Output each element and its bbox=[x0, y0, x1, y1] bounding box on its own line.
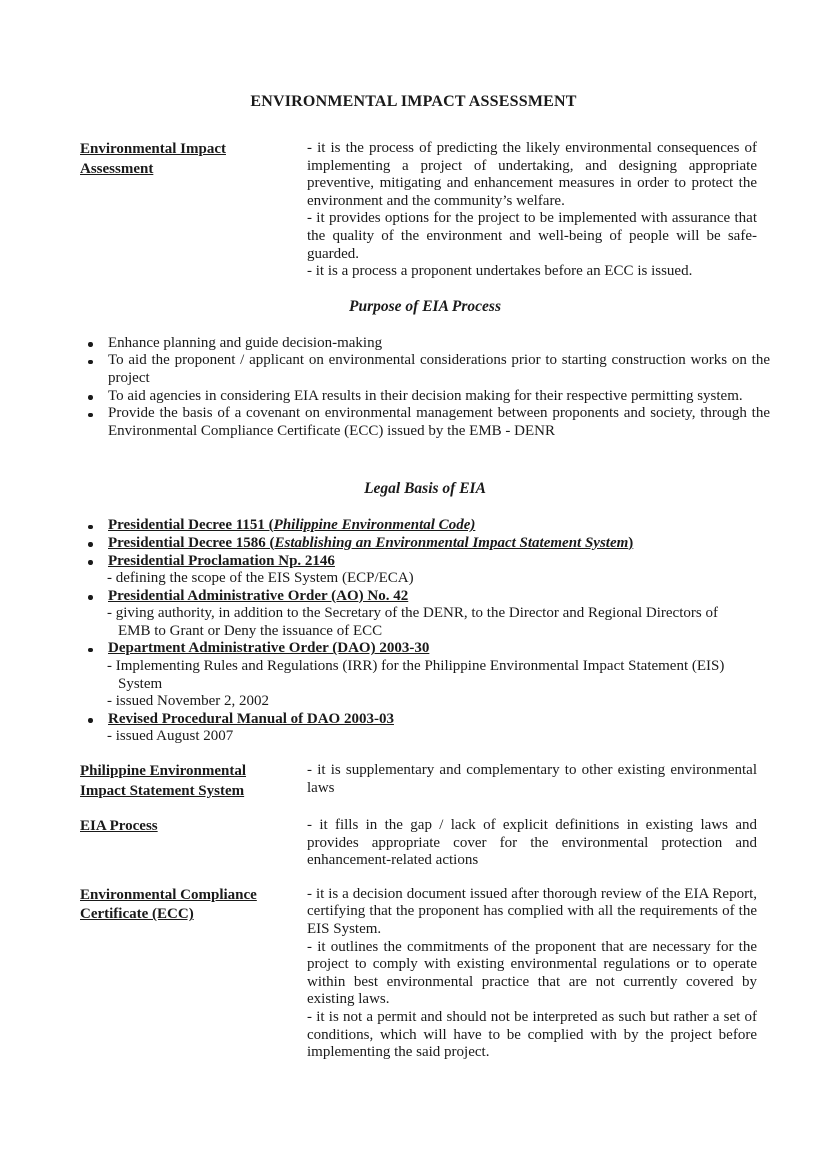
legal-title-plain: Revised Procedural Manual of DAO 2003-03 bbox=[108, 710, 394, 727]
definition-paragraph: - it provides options for the project to be implemented with assurance that the quality of the environment and well-being of people will be safe-guarded. bbox=[307, 210, 757, 262]
definition-term-text: Philippine Environmental Impact Statement System bbox=[80, 763, 247, 799]
legal-item-title-text bbox=[108, 553, 335, 569]
purpose-bullet-item: To aid the proponent / applicant on environmental considerations prior to starting construction works on the project bbox=[80, 352, 770, 387]
definition-paragraph: - it is a process a proponent undertakes before an ECC is issued. bbox=[307, 263, 693, 280]
legal-item bbox=[80, 553, 770, 588]
legal-item-title-text bbox=[108, 711, 394, 727]
legal-item-title bbox=[80, 588, 770, 606]
definition-text bbox=[307, 886, 757, 1062]
legal-sub-note: - giving authority, in addition to the Secretary of the DENR, to the Director and Regional Directors of EMB to Grant or Deny the issuance of ECC bbox=[107, 605, 718, 639]
definition-row bbox=[80, 886, 770, 1062]
purpose-bullet-item: Enhance planning and guide decision-making bbox=[80, 335, 770, 353]
legal-item-title bbox=[80, 711, 770, 729]
legal-title-plain: Department Administrative Order (DAO) 2003-30 bbox=[108, 640, 430, 657]
definition-term bbox=[80, 817, 307, 837]
legal-sub-note: - defining the scope of the EIS System (ECP/ECA) bbox=[107, 570, 414, 587]
legal-sub-note: - issued August 2007 bbox=[107, 728, 234, 745]
definition-term-text: EIA Process bbox=[80, 818, 158, 835]
legal-section-heading: Legal Basis of EIA bbox=[364, 480, 486, 498]
legal-sub-note: - Implementing Rules and Regulations (IRR) for the Philippine Environmental Impact Statement (EIS) System bbox=[107, 658, 725, 692]
legal-sub-note: - issued November 2, 2002 bbox=[107, 693, 270, 710]
definition-paragraph: - it is the process of predicting the likely environmental consequences of implementing a project of undertaking, and designing appropriate preventive, mitigating and enhancement measures in order to protect the environment and the community’s welfare. bbox=[307, 140, 757, 209]
definition-term bbox=[80, 886, 307, 925]
legal-item bbox=[80, 517, 770, 535]
legal-title-plain: Presidential Decree 1586 ( bbox=[108, 534, 275, 551]
legal-item bbox=[80, 711, 770, 746]
purpose-section-heading: Purpose of EIA Process bbox=[349, 297, 501, 315]
legal-item bbox=[80, 588, 770, 641]
legal-title-close: ) bbox=[628, 534, 634, 551]
legal-item-title-text bbox=[108, 535, 633, 551]
definition-paragraph: - it outlines the commitments of the proponent that are necessary for the project to comply with existing environmental regulations or to operate within best environmental practice that are not currently covered by existing laws. bbox=[307, 938, 757, 1008]
legal-title-italic: Establishing an Environmental Impact Statement System bbox=[274, 534, 629, 551]
definition-text bbox=[307, 817, 757, 870]
legal-title-plain: Presidential Decree 1151 ( bbox=[108, 517, 274, 534]
legal-title-plain: Presidential Proclamation Np. 2146 bbox=[108, 552, 335, 569]
legal-title-plain: Presidential Administrative Order (AO) No. 42 bbox=[108, 587, 409, 604]
legal-item-title bbox=[80, 535, 770, 553]
definition-term bbox=[80, 762, 307, 801]
definition-paragraph: - it fills in the gap / lack of explicit definitions in existing laws and provides appropriate cover for the environmental protection and enhancement-related actions bbox=[307, 817, 757, 869]
definition-text bbox=[307, 762, 757, 797]
top-definition-list bbox=[80, 140, 770, 281]
page-title: ENVIRONMENTAL IMPACT ASSESSMENT bbox=[250, 93, 577, 110]
definition-row bbox=[80, 762, 770, 801]
legal-item-title-text bbox=[108, 588, 408, 604]
definition-row bbox=[80, 817, 770, 870]
definition-row bbox=[80, 140, 770, 281]
legal-item-title-text bbox=[108, 517, 475, 533]
definition-paragraph: - it is a decision document issued after thorough review of the EIA Report, certifying that the proponent has complied with all the requirements of the EIS System. bbox=[307, 885, 757, 937]
legal-item-title bbox=[80, 640, 770, 658]
purpose-bullet-item: Provide the basis of a covenant on environmental management between proponents and society, through the Environmental Compliance Certificate (ECC) issued by the EMB - DENR bbox=[80, 405, 770, 440]
purpose-bullet-item: To aid agencies in considering EIA results in their decision making for their respective permitting system. bbox=[80, 388, 770, 406]
definition-paragraph: - it is not a permit and should not be interpreted as such but rather a set of conditions, which will have to be complied with by the project before implementing the said project. bbox=[307, 1008, 757, 1061]
legal-item bbox=[80, 640, 770, 710]
definition-text bbox=[307, 140, 757, 281]
definition-term bbox=[80, 140, 307, 179]
bottom-definition-list bbox=[80, 762, 770, 1062]
legal-item-title bbox=[80, 553, 770, 571]
definition-paragraph: - it is supplementary and complementary to other existing environmental laws bbox=[307, 762, 757, 796]
legal-item-title-text bbox=[108, 640, 429, 656]
legal-basis-list bbox=[80, 517, 770, 746]
purpose-bullet-list bbox=[80, 335, 770, 441]
legal-title-italic: Philippine Environmental Code) bbox=[273, 517, 476, 534]
legal-item bbox=[80, 535, 770, 553]
definition-term-text: Environmental Impact Assessment bbox=[80, 141, 226, 177]
definition-term-text: Environmental Compliance Certificate (ECC) bbox=[80, 886, 257, 923]
legal-item-title bbox=[80, 517, 770, 535]
